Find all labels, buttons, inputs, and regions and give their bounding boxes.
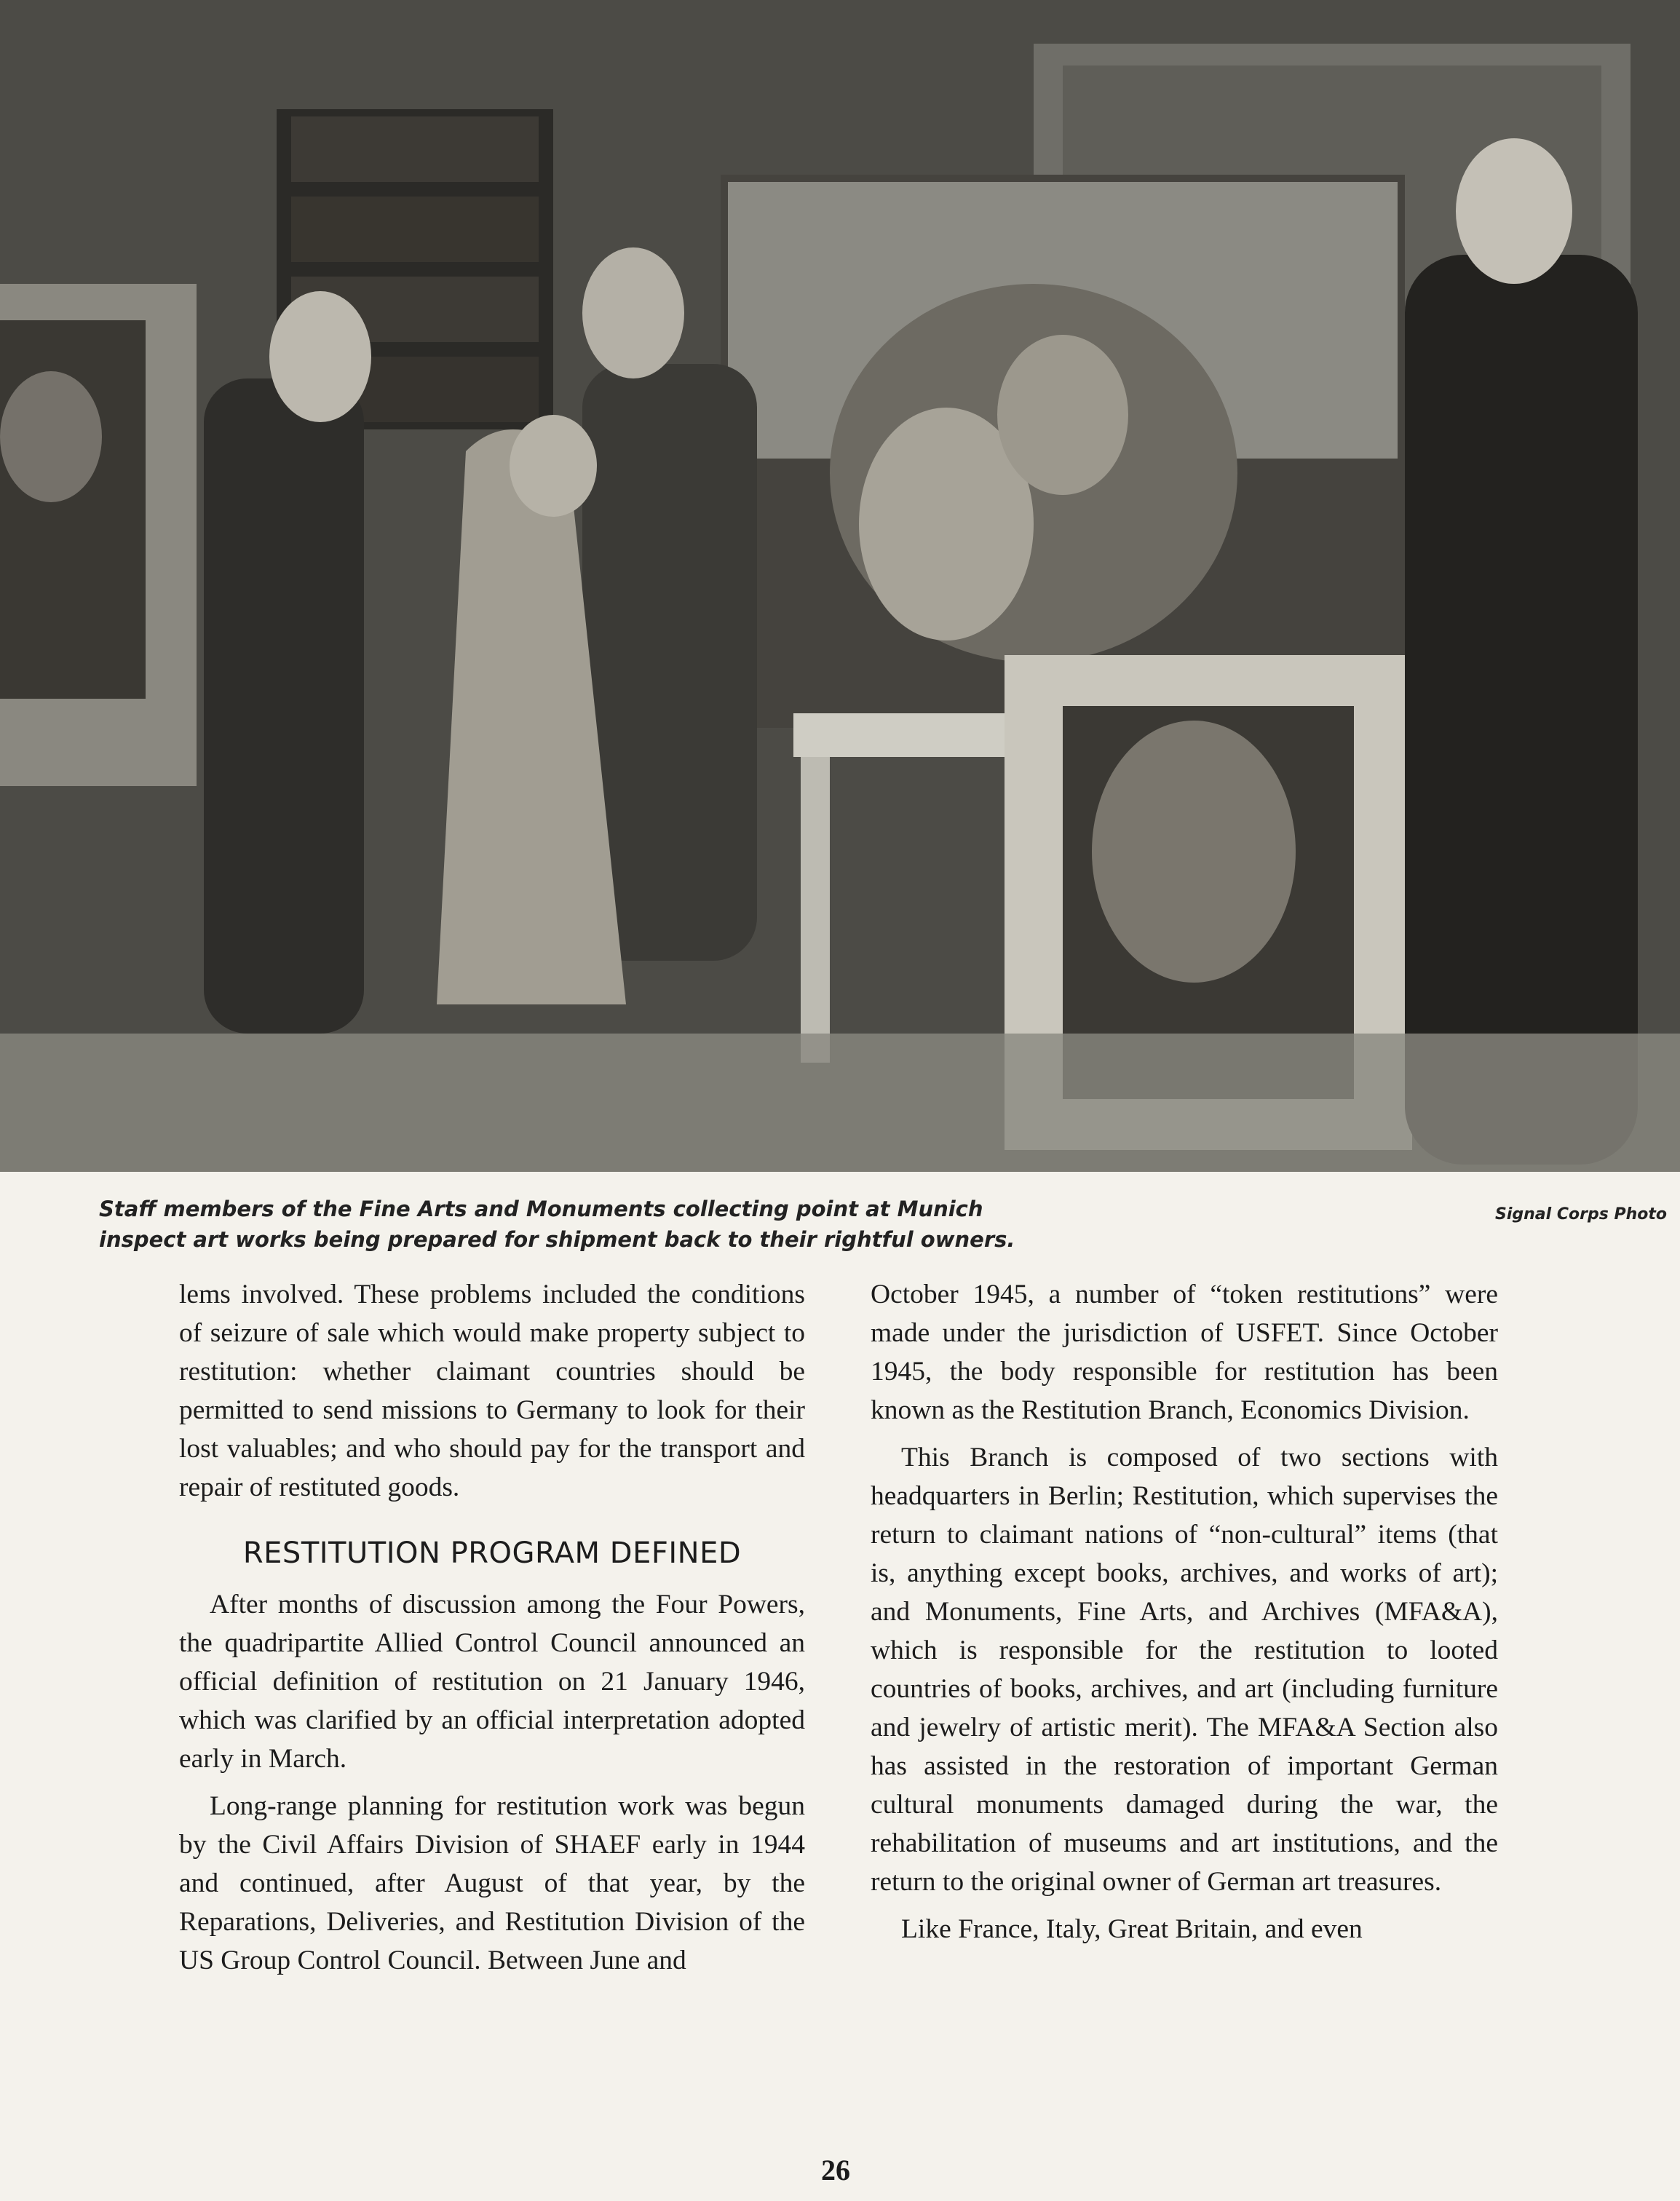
caption-line-1: Staff members of the Fine Arts and Monuments collecting point at Munich bbox=[99, 1197, 983, 1221]
left-column bbox=[179, 1275, 805, 1980]
left-paragraph-3: Long-range planning for restitution work was begun by the Civil Affairs Division of SHAEF early in 1944 and continued, after August of that year, by the Reparations, Deliveries, and Restitution Division of the US Group Control Council. Between June and bbox=[179, 1791, 805, 1975]
left-paragraph-1: lems involved. These problems included the conditions of seizure of sale which would make property subject to restitution: whether claimant countries should be permitted to send missions to Germany to look for their lost valuables; and who should pay for the transport and repair of restituted goods. bbox=[179, 1280, 805, 1502]
caption-line-2: inspect art works being prepared for shipment back to their rightful owners. bbox=[99, 1227, 1015, 1252]
right-paragraph-1: October 1945, a number of “token restitutions” were made under the jurisdiction of USFET. Since October 1945, the body responsible for restitution has been known as the Restitution Branch, Economics Division. bbox=[871, 1280, 1498, 1425]
left-paragraph-2: After months of discussion among the Four Powers, the quadripartite Allied Control Council announced an official definition of restitution on 21 January 1946, which was clarified by an official interpretation adopted early in March. bbox=[179, 1590, 805, 1774]
photo-credit: Signal Corps Photo bbox=[1495, 1205, 1667, 1224]
section-heading: RESTITUTION PROGRAM DEFINED bbox=[242, 1536, 742, 1570]
right-paragraph-3: Like France, Italy, Great Britain, and even bbox=[901, 1914, 1363, 1944]
right-paragraph-2: This Branch is composed of two sections with headquarters in Berlin; Restitution, which supervises the return to claimant nations of “non-cultural” items (that is, anything except books, archives, and works of art); and Monuments, Fine Arts, and Archives (MFA&A), which is responsible for the restitution to looted countries of books, archives, and art (including furniture and jewelry of artistic merit). The MFA&A Section also has assisted in the restoration of important German cultural monuments damaged during the war, the rehabilitation of museums and art institutions, and the return to the original owner of German art treasures. bbox=[871, 1443, 1498, 1897]
page-number: 26 bbox=[821, 2154, 850, 2186]
photo-caption bbox=[99, 1194, 1191, 1255]
right-column bbox=[871, 1275, 1498, 1948]
